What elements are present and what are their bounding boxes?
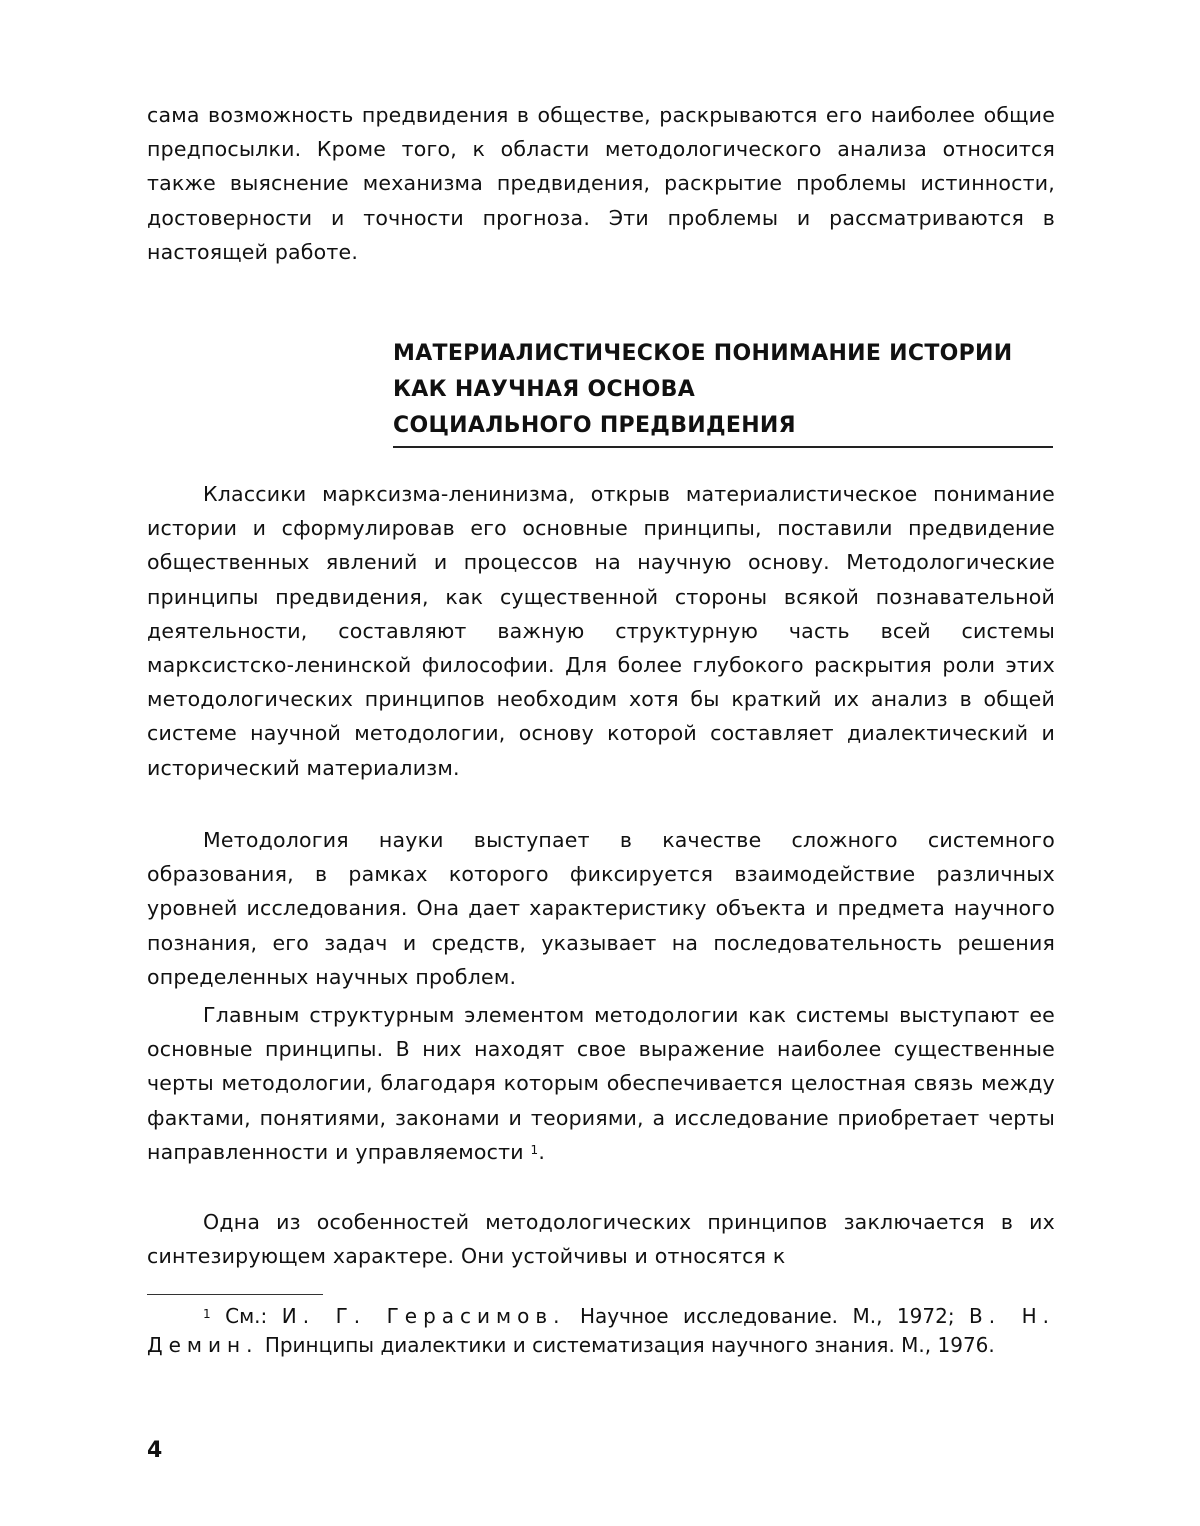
body-paragraph-2: Методология науки выступает в качестве сложного системного образования, в рамках которого фиксируется взаимодействие различных уровней исследования. Она дает характеристику объекта и предмета научного познания, его задач и средств, указывает на последовательность решения определенных научных проблем. — [147, 828, 1055, 989]
footnote-author-1: И. Г. Герасимов. — [281, 1304, 566, 1328]
footnote-author-2: В. Н. Демин. — [147, 1304, 1056, 1357]
footnote — [147, 1302, 1055, 1360]
page-number: 4 — [147, 1438, 163, 1463]
heading-line-1: МАТЕРИАЛИСТИЧЕСКОЕ ПОНИМАНИЕ ИСТОРИИ — [393, 341, 1013, 366]
heading-underline — [393, 446, 1053, 448]
footnote-mark: 1 — [203, 1307, 211, 1321]
footnote-work-1: Научное исследование. М., 1972; — [580, 1304, 955, 1328]
body-paragraph-1: Классики марксизма-ленинизма, открыв материалистическое понимание истории и сформулировав его основные принципы, поставили предвидение общественных явлений и процессов на научную основу. Методологические принципы предвидения, как существенной стороны всякой познавательной деятельности, составляют важную структурную часть всей системы марксистско-ленинской философии. Для более глубокого раскрытия роли этих методологических принципов необходим хотя бы краткий их анализ в общей системе научной методологии, основу которой составляет диалектический и исторический материализм. — [147, 482, 1055, 780]
body-paragraph-3-text: Главным структурным элементом методологии как системы выступают ее основные принципы. В них находят свое выражение наиболее существенные черты методологии, благодаря которым обеспечивается целостная связь между фактами, понятиями, законами и теориями, а исследование приобретает черты направленности и управляемости — [147, 1003, 1055, 1164]
heading-line-3: СОЦИАЛЬНОГО ПРЕДВИДЕНИЯ — [393, 413, 796, 438]
footnote-see: См.: — [225, 1304, 268, 1328]
section-heading — [393, 336, 1055, 444]
body-paragraph-4: Одна из особенностей методологических принципов заключается в их синтезирующем характере. Они устойчивы и относятся к — [147, 1210, 1055, 1269]
footnote-separator — [147, 1294, 323, 1295]
footnote-reference: 1 — [530, 1142, 539, 1157]
heading-line-2: КАК НАУЧНАЯ ОСНОВА — [393, 377, 696, 402]
footnote-work-2: Принципы диалектики и систематизация научного знания. М., 1976. — [264, 1333, 995, 1357]
body-paragraph-3 — [147, 998, 1055, 1169]
body-paragraph-3-end: . — [538, 1139, 546, 1164]
intro-paragraph: сама возможность предвидения в обществе, раскрываются его наиболее общие предпосылки. Кроме того, к области методологического анализа относится также выяснение механизма предвидения, раскрытие проблемы истинности, достоверности и точности прогноза. Эти проблемы и рассматриваются в настоящей работе. — [147, 103, 1055, 264]
